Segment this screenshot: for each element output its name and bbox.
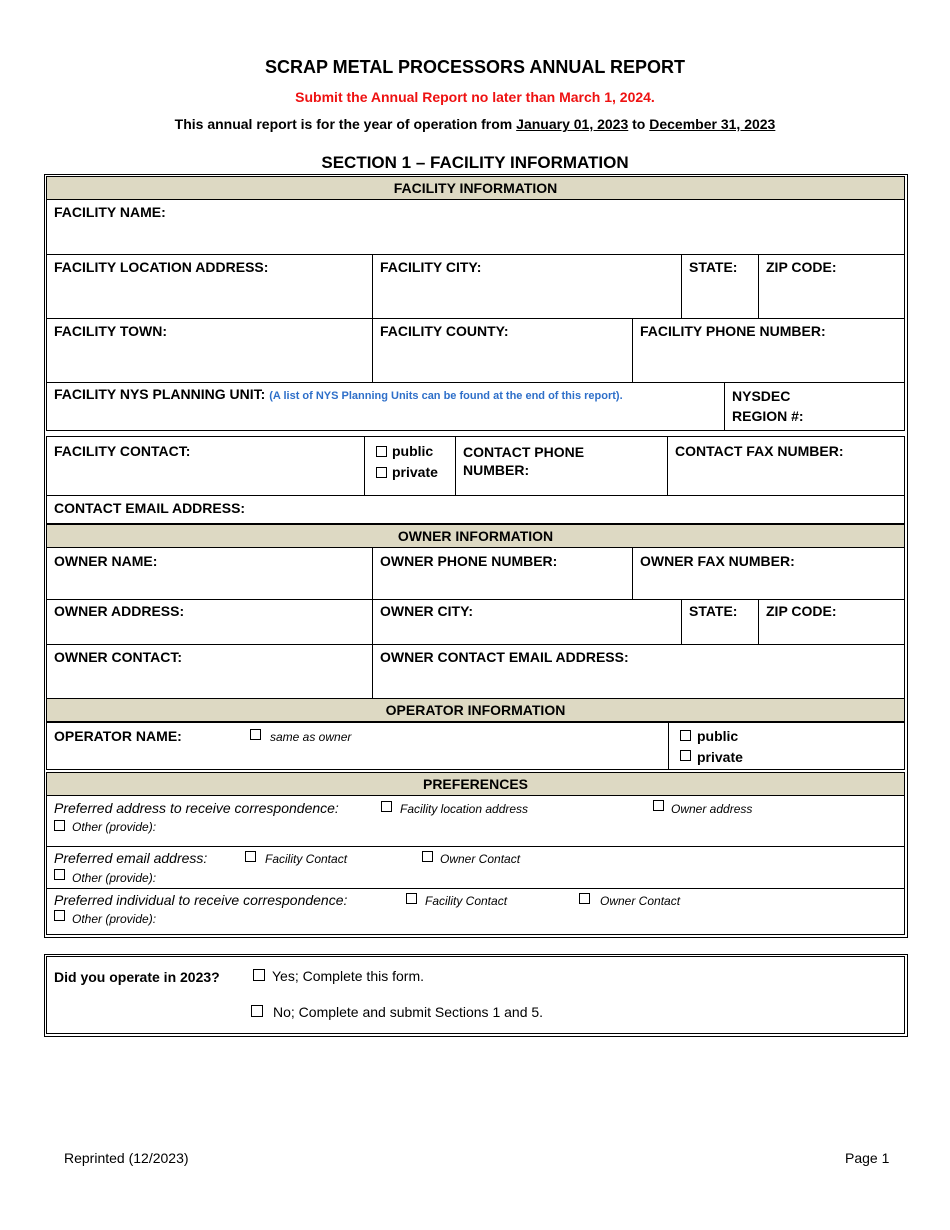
page-number: Page 1 [845, 1150, 890, 1166]
operate-no-checkbox[interactable] [251, 1005, 263, 1017]
operate-question: Did you operate in 2023? [54, 969, 220, 985]
section-title: SECTION 1 – FACILITY INFORMATION [321, 153, 629, 172]
operator-public-checkbox[interactable] [680, 730, 691, 741]
owner-phone-label: OWNER PHONE NUMBER: [380, 553, 558, 569]
facility-planning-unit-label [54, 386, 623, 402]
facility-location-address-label: FACILITY LOCATION ADDRESS: [54, 259, 269, 275]
facility-zip-label: ZIP CODE: [766, 259, 837, 275]
contact-private-checkbox[interactable] [376, 467, 387, 478]
pref-individual-other-label: Other (provide): [72, 912, 157, 926]
pref-email-other-checkbox[interactable] [54, 869, 65, 880]
same-as-owner-label: same as owner [270, 730, 352, 744]
owner-info-header: OWNER INFORMATION [46, 524, 905, 548]
facility-city-label: FACILITY CITY: [380, 259, 482, 275]
reprinted-date: Reprinted (12/2023) [64, 1150, 189, 1166]
pref-address-facility-label: Facility location address [400, 802, 529, 816]
facility-info-header: FACILITY INFORMATION [46, 176, 905, 200]
operate-box [46, 956, 905, 1034]
pref-email-question: Preferred email address: [54, 850, 208, 866]
pref-address-other-checkbox[interactable] [54, 820, 65, 831]
facility-name-label: FACILITY NAME: [54, 204, 166, 220]
pref-email-other-label: Other (provide): [72, 871, 157, 885]
pref-individual-owner-checkbox[interactable] [579, 893, 590, 904]
planning-unit-note: (A list of NYS Planning Units can be found at the end of this report). [269, 390, 623, 402]
pref-address-other-label: Other (provide): [72, 820, 157, 834]
planning-unit-text: FACILITY NYS PLANNING UNIT: [54, 386, 266, 402]
pref-address-owner-label: Owner address [671, 802, 753, 816]
owner-zip-label: ZIP CODE: [766, 603, 837, 619]
operator-public-label: public [697, 728, 739, 744]
pref-address-question: Preferred address to receive correspondence: [54, 800, 339, 816]
reporting-period [0, 116, 950, 132]
same-as-owner-checkbox[interactable] [250, 729, 261, 740]
region-line2: REGION #: [732, 408, 804, 424]
pref-individual-other-checkbox[interactable] [54, 910, 65, 921]
owner-city-label: OWNER CITY: [380, 603, 474, 619]
facility-county-label: FACILITY COUNTY: [380, 323, 509, 339]
pref-individual-facility-label: Facility Contact [425, 894, 508, 908]
period-end: December 31, 2023 [649, 116, 776, 132]
facility-phone-label: FACILITY PHONE NUMBER: [640, 323, 826, 339]
contact-phone-line2: NUMBER: [463, 462, 530, 478]
pref-email-facility-label: Facility Contact [265, 852, 348, 866]
facility-name-field[interactable] [46, 199, 905, 255]
owner-contact-label: OWNER CONTACT: [54, 649, 183, 665]
owner-name-label: OWNER NAME: [54, 553, 158, 569]
period-mid: to [632, 116, 646, 132]
pref-individual-question: Preferred individual to receive correspondence: [54, 892, 348, 908]
contact-phone-label [463, 443, 584, 479]
owner-state-label: STATE: [689, 603, 738, 619]
owner-contact-email-label: OWNER CONTACT EMAIL ADDRESS: [380, 649, 629, 665]
contact-email-label: CONTACT EMAIL ADDRESS: [54, 500, 246, 516]
contact-public-label: public [392, 443, 434, 459]
operate-yes-label: Yes; Complete this form. [272, 968, 424, 984]
operate-yes-checkbox[interactable] [253, 969, 265, 981]
facility-contact-label: FACILITY CONTACT: [54, 443, 191, 459]
pref-address-facility-checkbox[interactable] [381, 801, 392, 812]
facility-town-label: FACILITY TOWN: [54, 323, 168, 339]
pref-email-owner-label: Owner Contact [440, 852, 521, 866]
contact-fax-label: CONTACT FAX NUMBER: [675, 443, 844, 459]
region-line1: NYSDEC [732, 388, 791, 404]
deadline-notice: Submit the Annual Report no later than March 1, 2024. [295, 89, 655, 105]
pref-email-owner-checkbox[interactable] [422, 851, 433, 862]
operate-no-label: No; Complete and submit Sections 1 and 5. [273, 1004, 544, 1020]
report-title: SCRAP METAL PROCESSORS ANNUAL REPORT [264, 57, 686, 77]
operator-private-checkbox[interactable] [680, 750, 691, 761]
period-prefix: This annual report is for the year of operation from [174, 116, 513, 132]
facility-state-label: STATE: [689, 259, 738, 275]
pref-email-facility-checkbox[interactable] [245, 851, 256, 862]
pref-address-owner-checkbox[interactable] [653, 800, 664, 811]
contact-private-label: private [392, 464, 438, 480]
contact-phone-line1: CONTACT PHONE [463, 444, 585, 460]
owner-address-label: OWNER ADDRESS: [54, 603, 185, 619]
pref-individual-owner-label: Owner Contact [600, 894, 681, 908]
owner-fax-label: OWNER FAX NUMBER: [640, 553, 795, 569]
contact-public-checkbox[interactable] [376, 446, 387, 457]
nysdec-region-label [732, 386, 804, 426]
operator-info-header: OPERATOR INFORMATION [46, 698, 905, 722]
pref-individual-facility-checkbox[interactable] [406, 893, 417, 904]
operator-name-label: OPERATOR NAME: [54, 728, 182, 744]
period-start: January 01, 2023 [516, 116, 629, 132]
operator-private-label: private [697, 749, 743, 765]
preferences-header: PREFERENCES [46, 772, 905, 796]
